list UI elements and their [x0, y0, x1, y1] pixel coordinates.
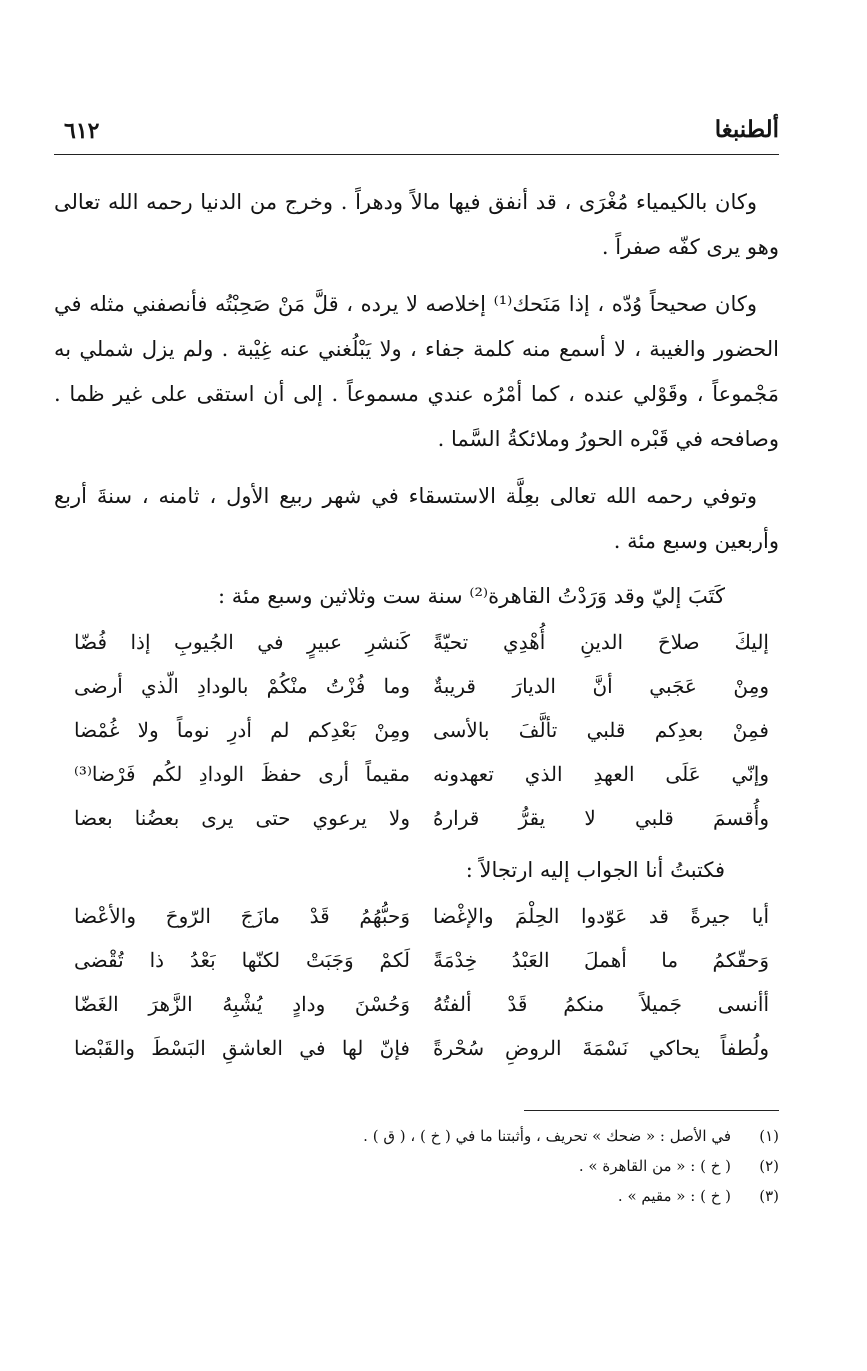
poem-2 — [54, 894, 779, 1070]
verse-first-hemistich: فمِنْ بعدِكم قلبي تألَّفَ بالأسى — [433, 718, 769, 742]
page-body — [54, 180, 779, 1080]
verse-second-hemistich: لَكمْ وَجَبَتْ لكنّها بَعْدُ ذا تُقْضى — [74, 948, 410, 972]
verse-first-hemistich: وإنّي عَلَى العهدِ الذي تعهدونه — [433, 762, 769, 786]
verse-second-hemistich: فإنّ لها في العاشقِ البَسْطَ والقَبْضا — [74, 1036, 410, 1060]
verse-second-hemistich: مقيماً أرى حفظَ الودادِ لكُم فَرْضا⁽³⁾ — [74, 762, 410, 786]
footnote-number: (١) — [759, 1127, 779, 1145]
footnote-number: (٣) — [759, 1187, 779, 1205]
verse-second-hemistich: وما فُزْتُ منْكُمْ بالودادِ الّذي أرضى — [74, 674, 410, 698]
verse — [54, 664, 779, 708]
verse — [54, 752, 779, 796]
footnote-text: ( خ ) : « مقيم » . — [617, 1187, 731, 1205]
footnote — [54, 1181, 779, 1211]
verse-second-hemistich: ومِنْ بَعْدِكم لم أدرِ نوماً ولا غُمْضا — [74, 718, 410, 742]
paragraph-3: وتوفي رحمه الله تعالى بعِلَّة الاستسقاء في شهر ربيع الأول ، ثامنه ، سنةَ أربع وأربعين وسبع مئة . — [54, 484, 779, 553]
verse-second-hemistich: وَحُسْنَ ودادٍ يُشْبِهُ الزَّهرَ الغَضّا — [74, 992, 410, 1016]
running-title: ألطنبغا — [714, 116, 779, 143]
verse-first-hemistich: ومِنْ عَجَبي أنَّ الديارَ قريبةٌ — [433, 674, 769, 698]
paragraph-1: وكان بالكيمياء مُغْرَى ، قد أنفق فيها مالاً ودهراً . وخرج من الدنيا رحمه الله تعالى وهو يرى كفّه صفراً . — [54, 190, 779, 259]
poem-2-intro: فكتبتُ أنا الجواب إليه ارتجالاً : — [465, 858, 725, 882]
footnotes — [54, 1110, 779, 1211]
verse-second-hemistich: ولا يرعوي حتى يرى بعضُنا بعضا — [74, 806, 410, 830]
paragraph-2: وكان صحيحاً وُدّه ، إذا مَنَحك⁽¹⁾ إخلاصه لا يرده ، قلَّ مَنْ صَحِبْتُه فأنصفني مثله في الحضور والغيبة ، لا أسمع منه كلمة جفاء ، ولا يَبْلُغني عنه غِيْبة . ولم يزل شملي به مَجْموعاً ، وقَوْلي عنده ، كما أمْرُه عندي مسموعاً . إلى أن استقى على غير ظما . وصافحه في قَبْره الحورُ وملائكةُ السَّما . — [54, 292, 779, 451]
verse — [54, 894, 779, 938]
poem-1 — [54, 620, 779, 840]
verse — [54, 982, 779, 1026]
verse — [54, 708, 779, 752]
verse-first-hemistich: أيا جيرةً قد عَوّدوا الحِلْمَ والإغْضا — [433, 904, 769, 928]
verse-second-hemistich: وَحبُّهُمُ قَدْ مازَجَ الرّوحَ والأعْضا — [74, 904, 410, 928]
verse-first-hemistich: أأنسى جَميلاً منكمُ قَدْ ألفتُهُ — [433, 992, 769, 1016]
verse — [54, 620, 779, 664]
page-header — [54, 114, 779, 155]
verse-first-hemistich: وأُقسمَ قلبي لا يقرُّ قرارهُ — [433, 806, 769, 830]
verse — [54, 938, 779, 982]
footnote — [54, 1121, 779, 1151]
footnote-number: (٢) — [759, 1157, 779, 1175]
footnote — [54, 1151, 779, 1181]
footnote-text: في الأصل : « ضحك » تحريف ، وأثبتنا ما في ( خ ) ، ( ق ) . — [363, 1127, 731, 1145]
poem-1-intro: كَتَبَ إليّ وقد وَرَدْتُ القاهرة⁽²⁾ سنة ست وثلاثين وسبع مئة : — [218, 584, 725, 608]
footnote-separator — [524, 1110, 779, 1111]
verse-first-hemistich: إليكَ صلاحَ الدينِ أُهْدِي تحيّةً — [433, 630, 769, 654]
verse-second-hemistich: كَنشرِ عبيرٍ في الجُيوبِ إذا فُضّا — [74, 630, 410, 654]
page-number: ٦١٢ — [64, 118, 100, 144]
verse — [54, 1026, 779, 1070]
verse-first-hemistich: وَحقّكمُ ما أهملَ العَبْدُ خِدْمَةً — [433, 948, 769, 972]
footnote-text: ( خ ) : « من القاهرة » . — [578, 1157, 731, 1175]
verse — [54, 796, 779, 840]
verse-first-hemistich: ولُطفاً يحاكي نَسْمَةَ الروضِ سُحْرةً — [433, 1036, 769, 1060]
